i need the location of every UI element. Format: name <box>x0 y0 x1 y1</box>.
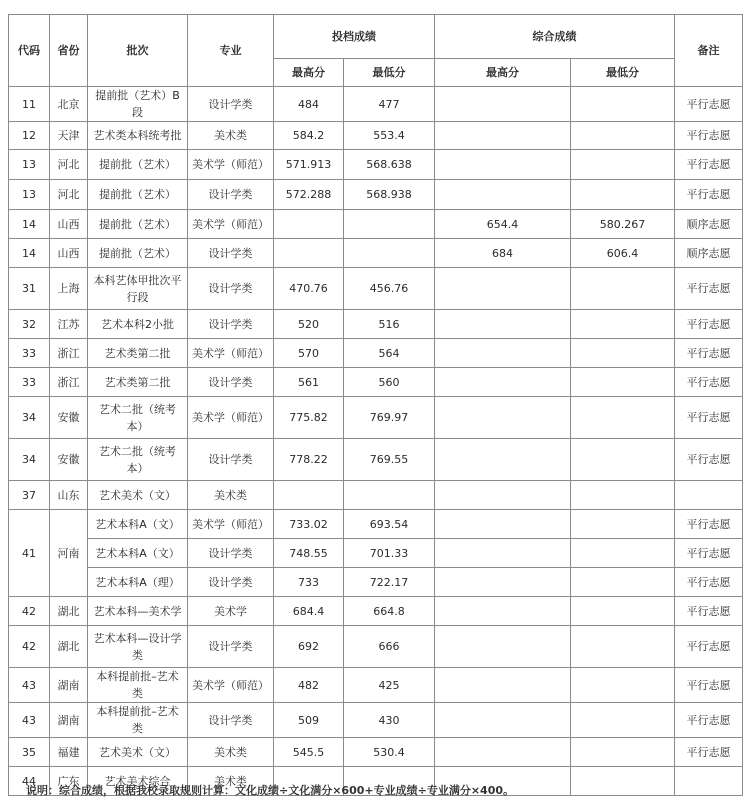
cell-toudang-min: 568.638 <box>344 150 435 180</box>
table-row <box>9 87 743 122</box>
cell-remark: 平行志愿 <box>675 310 743 339</box>
admission-scores-table-container <box>8 14 742 796</box>
cell-remark: 平行志愿 <box>675 738 743 767</box>
cell-code: 32 <box>9 310 50 339</box>
cell-remark: 平行志愿 <box>675 150 743 180</box>
cell-major: 美术学（师范） <box>188 668 274 703</box>
table-row <box>9 268 743 310</box>
cell-zonghe-max <box>435 439 571 481</box>
table-row <box>9 703 743 738</box>
table-row <box>9 597 743 626</box>
cell-toudang-min: 477 <box>344 87 435 122</box>
cell-province: 广东 <box>50 767 88 796</box>
cell-zonghe-min <box>571 439 675 481</box>
cell-zonghe-max <box>435 150 571 180</box>
cell-batch: 艺术本科A（文） <box>88 539 188 568</box>
cell-batch: 本科艺体甲批次平行段 <box>88 268 188 310</box>
cell-remark: 平行志愿 <box>675 180 743 210</box>
cell-zonghe-min <box>571 122 675 150</box>
table-row <box>9 239 743 268</box>
header-toudang: 投档成绩 <box>274 15 435 59</box>
cell-remark: 平行志愿 <box>675 122 743 150</box>
cell-province: 山西 <box>50 239 88 268</box>
cell-remark: 平行志愿 <box>675 668 743 703</box>
cell-major: 美术学（师范） <box>188 339 274 368</box>
cell-toudang-min: 693.54 <box>344 510 435 539</box>
table-row <box>9 539 743 568</box>
table-row <box>9 510 743 539</box>
cell-batch: 提前批（艺术）B段 <box>88 87 188 122</box>
cell-province: 江苏 <box>50 310 88 339</box>
cell-major: 美术学（师范） <box>188 150 274 180</box>
cell-major: 设计学类 <box>188 268 274 310</box>
cell-code: 33 <box>9 339 50 368</box>
table-row <box>9 180 743 210</box>
cell-toudang-max: 684.4 <box>274 597 344 626</box>
table-row <box>9 368 743 397</box>
cell-major: 设计学类 <box>188 368 274 397</box>
cell-province: 上海 <box>50 268 88 310</box>
cell-zonghe-max <box>435 481 571 510</box>
cell-province: 浙江 <box>50 339 88 368</box>
table-row <box>9 481 743 510</box>
cell-zonghe-min: 606.4 <box>571 239 675 268</box>
cell-toudang-min: 456.76 <box>344 268 435 310</box>
cell-zonghe-min <box>571 368 675 397</box>
cell-zonghe-min <box>571 767 675 796</box>
cell-zonghe-max <box>435 738 571 767</box>
cell-code: 11 <box>9 87 50 122</box>
cell-zonghe-max <box>435 122 571 150</box>
cell-toudang-min: 664.8 <box>344 597 435 626</box>
cell-toudang-max: 584.2 <box>274 122 344 150</box>
header-batch: 批次 <box>88 15 188 87</box>
cell-major: 美术学（师范） <box>188 210 274 239</box>
cell-toudang-max: 748.55 <box>274 539 344 568</box>
cell-major: 设计学类 <box>188 703 274 738</box>
cell-zonghe-max <box>435 703 571 738</box>
cell-batch: 艺术本科—设计学类 <box>88 626 188 668</box>
cell-batch: 本科提前批–艺术类 <box>88 668 188 703</box>
cell-remark: 平行志愿 <box>675 268 743 310</box>
cell-zonghe-max <box>435 539 571 568</box>
cell-toudang-min: 516 <box>344 310 435 339</box>
cell-major: 美术学（师范） <box>188 397 274 439</box>
cell-toudang-max: 470.76 <box>274 268 344 310</box>
cell-toudang-max: 733.02 <box>274 510 344 539</box>
cell-toudang-min: 666 <box>344 626 435 668</box>
cell-code: 42 <box>9 626 50 668</box>
cell-zonghe-max <box>435 368 571 397</box>
cell-toudang-max <box>274 239 344 268</box>
cell-batch: 艺术本科A（文） <box>88 510 188 539</box>
cell-major: 美术类 <box>188 122 274 150</box>
header-remark: 备注 <box>675 15 743 87</box>
table-row <box>9 310 743 339</box>
cell-toudang-min: 769.97 <box>344 397 435 439</box>
cell-code: 34 <box>9 439 50 481</box>
cell-code: 14 <box>9 239 50 268</box>
table-header <box>9 15 743 87</box>
cell-toudang-max: 775.82 <box>274 397 344 439</box>
admission-scores-table <box>8 14 743 796</box>
cell-zonghe-min <box>571 397 675 439</box>
cell-zonghe-max <box>435 568 571 597</box>
cell-zonghe-min <box>571 180 675 210</box>
cell-toudang-min <box>344 210 435 239</box>
cell-major: 美术类 <box>188 767 274 796</box>
cell-toudang-max: 484 <box>274 87 344 122</box>
cell-major: 设计学类 <box>188 626 274 668</box>
cell-toudang-max: 545.5 <box>274 738 344 767</box>
table-row <box>9 738 743 767</box>
cell-toudang-max: 571.913 <box>274 150 344 180</box>
cell-toudang-min: 430 <box>344 703 435 738</box>
cell-code: 35 <box>9 738 50 767</box>
table-row <box>9 439 743 481</box>
cell-code: 42 <box>9 597 50 626</box>
cell-province: 山东 <box>50 481 88 510</box>
cell-zonghe-min <box>571 597 675 626</box>
table-row <box>9 210 743 239</box>
cell-major: 设计学类 <box>188 439 274 481</box>
cell-province: 河北 <box>50 180 88 210</box>
cell-zonghe-max <box>435 626 571 668</box>
header-major: 专业 <box>188 15 274 87</box>
cell-major: 设计学类 <box>188 180 274 210</box>
table-row <box>9 626 743 668</box>
cell-province: 浙江 <box>50 368 88 397</box>
cell-toudang-min: 769.55 <box>344 439 435 481</box>
header-zonghe: 综合成绩 <box>435 15 675 59</box>
cell-remark: 平行志愿 <box>675 703 743 738</box>
table-row <box>9 568 743 597</box>
cell-province: 天津 <box>50 122 88 150</box>
cell-code: 37 <box>9 481 50 510</box>
cell-major: 设计学类 <box>188 568 274 597</box>
cell-major: 美术类 <box>188 481 274 510</box>
cell-remark: 平行志愿 <box>675 626 743 668</box>
cell-zonghe-max <box>435 87 571 122</box>
cell-zonghe-max <box>435 268 571 310</box>
cell-batch: 艺术类本科统考批 <box>88 122 188 150</box>
cell-batch: 艺术二批（统考本） <box>88 397 188 439</box>
cell-zonghe-max <box>435 510 571 539</box>
cell-province: 湖北 <box>50 626 88 668</box>
cell-toudang-max: 570 <box>274 339 344 368</box>
cell-remark: 平行志愿 <box>675 397 743 439</box>
cell-province: 湖南 <box>50 703 88 738</box>
cell-remark: 平行志愿 <box>675 439 743 481</box>
cell-code: 33 <box>9 368 50 397</box>
cell-major: 美术学 <box>188 597 274 626</box>
cell-batch: 本科提前批–艺术类 <box>88 703 188 738</box>
cell-toudang-max: 733 <box>274 568 344 597</box>
cell-batch: 艺术美术综合 <box>88 767 188 796</box>
cell-code: 44 <box>9 767 50 796</box>
cell-province: 湖南 <box>50 668 88 703</box>
cell-zonghe-min: 580.267 <box>571 210 675 239</box>
cell-major: 设计学类 <box>188 239 274 268</box>
cell-toudang-max <box>274 481 344 510</box>
footnote: 说明：综合成绩，根据我校录取规则计算：文化成绩÷文化满分×600+专业成绩÷专业满分×400。 <box>26 784 515 797</box>
cell-toudang-max: 572.288 <box>274 180 344 210</box>
cell-toudang-min: 701.33 <box>344 539 435 568</box>
cell-toudang-max: 482 <box>274 668 344 703</box>
cell-zonghe-max <box>435 597 571 626</box>
cell-code: 41 <box>9 510 50 597</box>
cell-zonghe-min <box>571 150 675 180</box>
cell-toudang-min: 530.4 <box>344 738 435 767</box>
cell-code: 13 <box>9 180 50 210</box>
cell-zonghe-min <box>571 481 675 510</box>
cell-zonghe-max <box>435 668 571 703</box>
cell-zonghe-min <box>571 268 675 310</box>
cell-batch: 艺术本科2小批 <box>88 310 188 339</box>
cell-toudang-max: 509 <box>274 703 344 738</box>
cell-code: 13 <box>9 150 50 180</box>
cell-toudang-min: 425 <box>344 668 435 703</box>
cell-zonghe-max: 654.4 <box>435 210 571 239</box>
cell-toudang-min <box>344 239 435 268</box>
cell-batch: 提前批（艺术） <box>88 210 188 239</box>
cell-remark <box>675 481 743 510</box>
cell-batch: 艺术美术（文） <box>88 738 188 767</box>
cell-remark: 顺序志愿 <box>675 239 743 268</box>
cell-major: 设计学类 <box>188 87 274 122</box>
table-row <box>9 397 743 439</box>
table-row <box>9 122 743 150</box>
cell-batch: 艺术类第二批 <box>88 368 188 397</box>
cell-remark: 平行志愿 <box>675 87 743 122</box>
cell-major: 美术类 <box>188 738 274 767</box>
cell-batch: 提前批（艺术） <box>88 150 188 180</box>
cell-toudang-max: 692 <box>274 626 344 668</box>
cell-toudang-min: 568.938 <box>344 180 435 210</box>
cell-province: 河北 <box>50 150 88 180</box>
cell-zonghe-min <box>571 668 675 703</box>
cell-toudang-min: 722.17 <box>344 568 435 597</box>
cell-toudang-max: 561 <box>274 368 344 397</box>
cell-code: 12 <box>9 122 50 150</box>
cell-toudang-min: 564 <box>344 339 435 368</box>
cell-toudang-min: 553.4 <box>344 122 435 150</box>
header-province: 省份 <box>50 15 88 87</box>
cell-zonghe-max <box>435 310 571 339</box>
cell-province: 湖北 <box>50 597 88 626</box>
cell-zonghe-min <box>571 539 675 568</box>
cell-remark: 平行志愿 <box>675 339 743 368</box>
cell-batch: 艺术类第二批 <box>88 339 188 368</box>
cell-major: 设计学类 <box>188 310 274 339</box>
cell-code: 43 <box>9 703 50 738</box>
cell-remark: 平行志愿 <box>675 539 743 568</box>
table-row <box>9 339 743 368</box>
cell-province: 河南 <box>50 510 88 597</box>
cell-province: 山西 <box>50 210 88 239</box>
cell-remark: 平行志愿 <box>675 510 743 539</box>
cell-zonghe-min <box>571 87 675 122</box>
cell-zonghe-min <box>571 626 675 668</box>
cell-batch: 提前批（艺术） <box>88 180 188 210</box>
header-zonghe-min: 最低分 <box>571 59 675 87</box>
cell-toudang-max: 778.22 <box>274 439 344 481</box>
cell-batch: 艺术美术（文） <box>88 481 188 510</box>
cell-zonghe-min <box>571 738 675 767</box>
cell-toudang-max: 520 <box>274 310 344 339</box>
cell-zonghe-max <box>435 180 571 210</box>
cell-major: 美术学（师范） <box>188 510 274 539</box>
cell-province: 安徽 <box>50 439 88 481</box>
cell-code: 43 <box>9 668 50 703</box>
cell-zonghe-min <box>571 310 675 339</box>
cell-batch: 艺术二批（统考本） <box>88 439 188 481</box>
cell-major: 设计学类 <box>188 539 274 568</box>
cell-remark: 平行志愿 <box>675 597 743 626</box>
table-body <box>9 87 743 796</box>
cell-zonghe-max <box>435 339 571 368</box>
cell-toudang-min <box>344 481 435 510</box>
table-row <box>9 668 743 703</box>
header-toudang-max: 最高分 <box>274 59 344 87</box>
cell-code: 34 <box>9 397 50 439</box>
cell-zonghe-min <box>571 703 675 738</box>
cell-remark: 平行志愿 <box>675 368 743 397</box>
header-code: 代码 <box>9 15 50 87</box>
cell-zonghe-min <box>571 510 675 539</box>
cell-code: 14 <box>9 210 50 239</box>
cell-zonghe-max <box>435 397 571 439</box>
cell-batch: 艺术本科A（理） <box>88 568 188 597</box>
cell-province: 福建 <box>50 738 88 767</box>
cell-zonghe-max: 684 <box>435 239 571 268</box>
cell-remark: 顺序志愿 <box>675 210 743 239</box>
cell-batch: 提前批（艺术） <box>88 239 188 268</box>
cell-code: 31 <box>9 268 50 310</box>
cell-zonghe-min <box>571 568 675 597</box>
cell-province: 北京 <box>50 87 88 122</box>
cell-province: 安徽 <box>50 397 88 439</box>
cell-toudang-min: 560 <box>344 368 435 397</box>
header-zonghe-max: 最高分 <box>435 59 571 87</box>
header-toudang-min: 最低分 <box>344 59 435 87</box>
cell-zonghe-min <box>571 339 675 368</box>
cell-remark <box>675 767 743 796</box>
table-row <box>9 150 743 180</box>
cell-toudang-max <box>274 210 344 239</box>
cell-batch: 艺术本科—美术学 <box>88 597 188 626</box>
cell-remark: 平行志愿 <box>675 568 743 597</box>
